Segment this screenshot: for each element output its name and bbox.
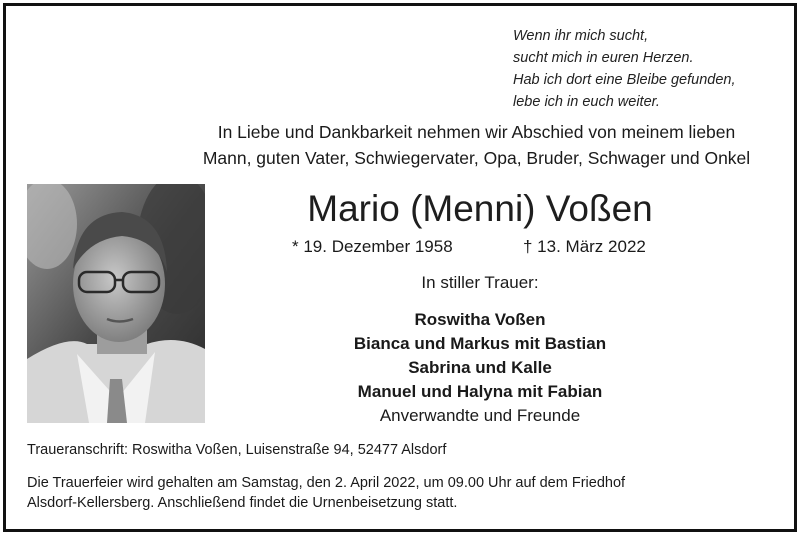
service-line: Die Trauerfeier wird gehalten am Samstag, den 2. April 2022, um 09.00 Uhr auf dem Friedhof — [27, 475, 626, 491]
intro-line: Mann, guten Vater, Schwiegervater, Opa, Bruder, Schwager und Onkel — [202, 148, 751, 168]
family-member: Sabrina und Kalle — [408, 358, 552, 377]
poem-line: Hab ich dort eine Bleibe gefunden, — [513, 72, 736, 88]
service-line: Alsdorf-Kellersberg. Anschließend findet die Urnenbeisetzung statt. — [27, 495, 458, 511]
death-date: † 13. März 2022 — [523, 237, 646, 256]
poem — [513, 25, 783, 113]
relatives-line: Anverwandte und Freunde — [379, 406, 581, 425]
family-member: Bianca und Markus mit Bastian — [353, 334, 607, 353]
poem-line: Wenn ihr mich sucht, — [513, 28, 649, 44]
family-member: Manuel und Halyna mit Fabian — [357, 382, 603, 401]
family-member: Roswitha Voßen — [414, 310, 546, 329]
portrait-photo — [27, 184, 205, 423]
deceased-name: Mario (Menni) Voßen — [307, 188, 653, 229]
intro-text — [0, 119, 800, 171]
birth-date: * 19. Dezember 1958 — [292, 237, 453, 256]
service-info — [27, 473, 777, 513]
intro-line: In Liebe und Dankbarkeit nehmen wir Abschied von meinem lieben — [217, 122, 736, 142]
family-list — [230, 308, 730, 428]
mourning-label: In stiller Trauer: — [421, 273, 539, 292]
poem-line: sucht mich in euren Herzen. — [513, 50, 694, 66]
mourning-address: Traueranschrift: Roswitha Voßen, Luisenstraße 94, 52477 Alsdorf — [27, 442, 447, 458]
poem-line: lebe ich in euch weiter. — [513, 94, 660, 110]
